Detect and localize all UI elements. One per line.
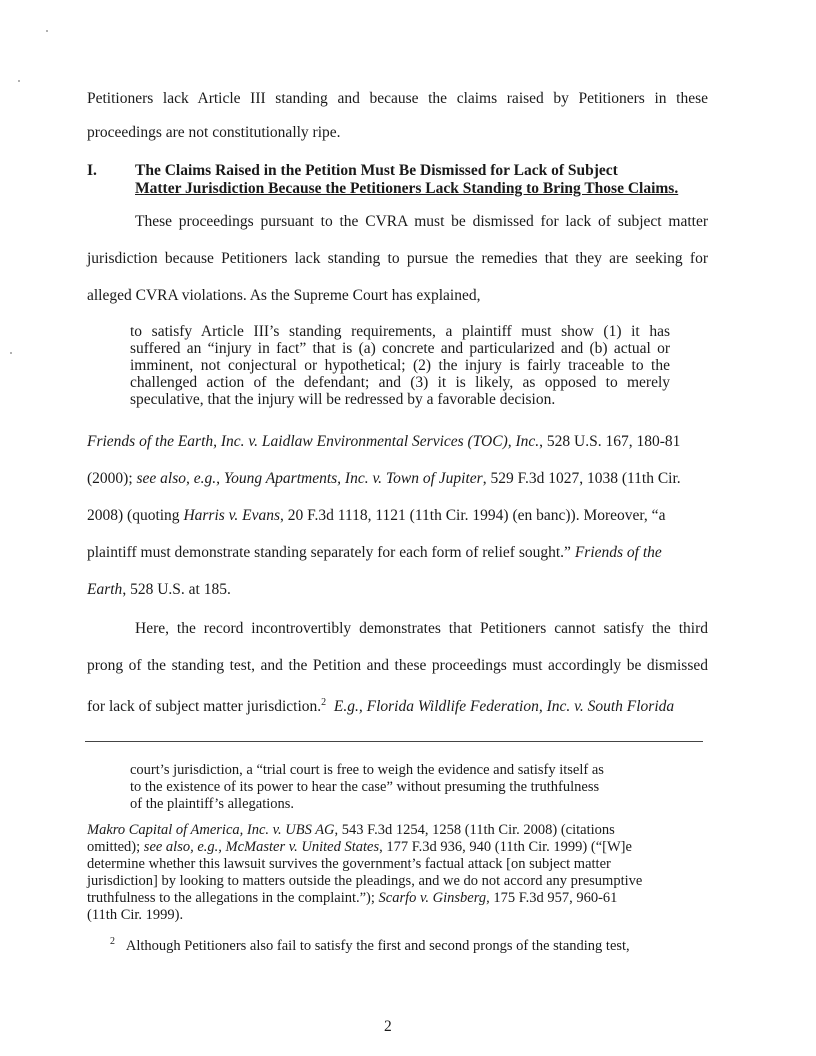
case-name: Earth (87, 581, 123, 598)
case-name: Friends of the (574, 544, 662, 561)
body-line: proceedings are not constitutionally ripe. (87, 124, 341, 141)
body-line: Petitioners lack Article III standing and because the claims raised by Petitioners in these (87, 90, 708, 107)
footnote-line: (11th Cir. 1999). (87, 907, 184, 923)
block-quote-line: imminent, not conjectural or hypothetical; (2) the injury is fairly traceable to the (130, 357, 670, 374)
body-line: Here, the record incontrovertibly demonstrates that Petitioners cannot satisfy the third (135, 620, 708, 637)
footnote-line: omitted); see also, e.g., McMaster v. United States, 177 F.3d 936, 940 (11th Cir. 1999) (“[W]e (87, 839, 632, 855)
body-line: prong of the standing test, and the Petition and these proceedings must accordingly be dismissed (87, 657, 708, 674)
section-heading-line-1: The Claims Raised in the Petition Must Be Dismissed for Lack of Subject (135, 162, 618, 179)
block-quote-line: challenged action of the defendant; and (3) it is likely, as opposed to merely (130, 374, 670, 391)
case-name: Scarfo v. Ginsberg (378, 890, 487, 906)
body-line: alleged CVRA violations. As the Supreme Court has explained, (87, 287, 481, 304)
footnote-quote-line: of the plaintiff’s allegations. (130, 796, 295, 812)
citation-line: (2000); see also, e.g., Young Apartments, Inc. v. Town of Jupiter, 529 F.3d 1027, 1038 (11th Cir. (87, 470, 681, 487)
footnote-line: Makro Capital of America, Inc. v. UBS AG, 543 F.3d 1254, 1258 (11th Cir. 2008) (citations (87, 822, 615, 838)
case-name: see also, e.g., McMaster v. United States (143, 839, 380, 855)
block-quote-line: suffered an “injury in fact” that is (a) concrete and particularized and (b) actual or (130, 340, 670, 357)
footnote-quote-line: court’s jurisdiction, a “trial court is free to weigh the evidence and satisfy itself as (130, 762, 604, 778)
footnote-line: determine whether this lawsuit survives the government’s factual attack [on subject matter (87, 856, 611, 872)
case-name: Friends of the Earth, Inc. v. Laidlaw Environmental Services (TOC), Inc. (87, 433, 540, 450)
body-line: These proceedings pursuant to the CVRA must be dismissed for lack of subject matter (135, 213, 708, 230)
footnote-divider (85, 741, 703, 742)
footnote-number: 2 (110, 936, 115, 947)
block-quote-line: speculative, that the injury will be redressed by a favorable decision. (130, 391, 556, 408)
footnote-reference: 2 (321, 697, 327, 708)
body-line: for lack of subject matter jurisdiction.$^2$ E.g., Florida Wildlife Federation, Inc. v. South Florida (87, 697, 675, 716)
case-name: Harris v. Evans (183, 507, 281, 524)
section-heading-line-2: Matter Jurisdiction Because the Petitioners Lack Standing to Bring Those Claims. (135, 180, 679, 197)
footnote-quote-line: to the existence of its power to hear the case” without presuming the truthfulness (130, 779, 600, 795)
block-quote-line: to satisfy Article III’s standing requirements, a plaintiff must show (1) it has (130, 323, 670, 340)
citation-line: Friends of the Earth, Inc. v. Laidlaw Environmental Services (TOC), Inc., 528 U.S. 167, 180-81 (87, 433, 681, 450)
scan-speck (10, 352, 12, 354)
citation-line: plaintiff must demonstrate standing separately for each form of relief sought.” Friends of the (87, 544, 662, 561)
citation-line: 2008) (quoting Harris v. Evans, 20 F.3d 1118, 1121 (11th Cir. 1994) (en banc)). Moreover, “a (87, 507, 666, 524)
case-name: E.g., Florida Wildlife Federation, Inc. v. South Florida (333, 698, 675, 716)
scan-speck (18, 80, 20, 82)
section-number: I. (87, 162, 97, 179)
footnote-2: $^2$ Although Petitioners also fail to satisfy the first and second prongs of the standing test, (110, 936, 630, 954)
scan-speck (46, 30, 48, 32)
body-line: jurisdiction because Petitioners lack standing to pursue the remedies that they are seeking for (87, 250, 708, 267)
case-name: Makro Capital of America, Inc. v. UBS AG (87, 822, 335, 838)
citation-line: Earth, 528 U.S. at 185. (87, 581, 231, 598)
footnote-line: truthfulness to the allegations in the complaint.”); Scarfo v. Ginsberg, 175 F.3d 957, 960-61 (87, 890, 618, 906)
page-number: 2 (384, 1018, 392, 1035)
case-name: see also, e.g., Young Apartments, Inc. v. Town of Jupiter (136, 470, 483, 487)
footnote-line: jurisdiction] by looking to matters outside the pleadings, and we do not accord any presumptive (87, 873, 643, 889)
